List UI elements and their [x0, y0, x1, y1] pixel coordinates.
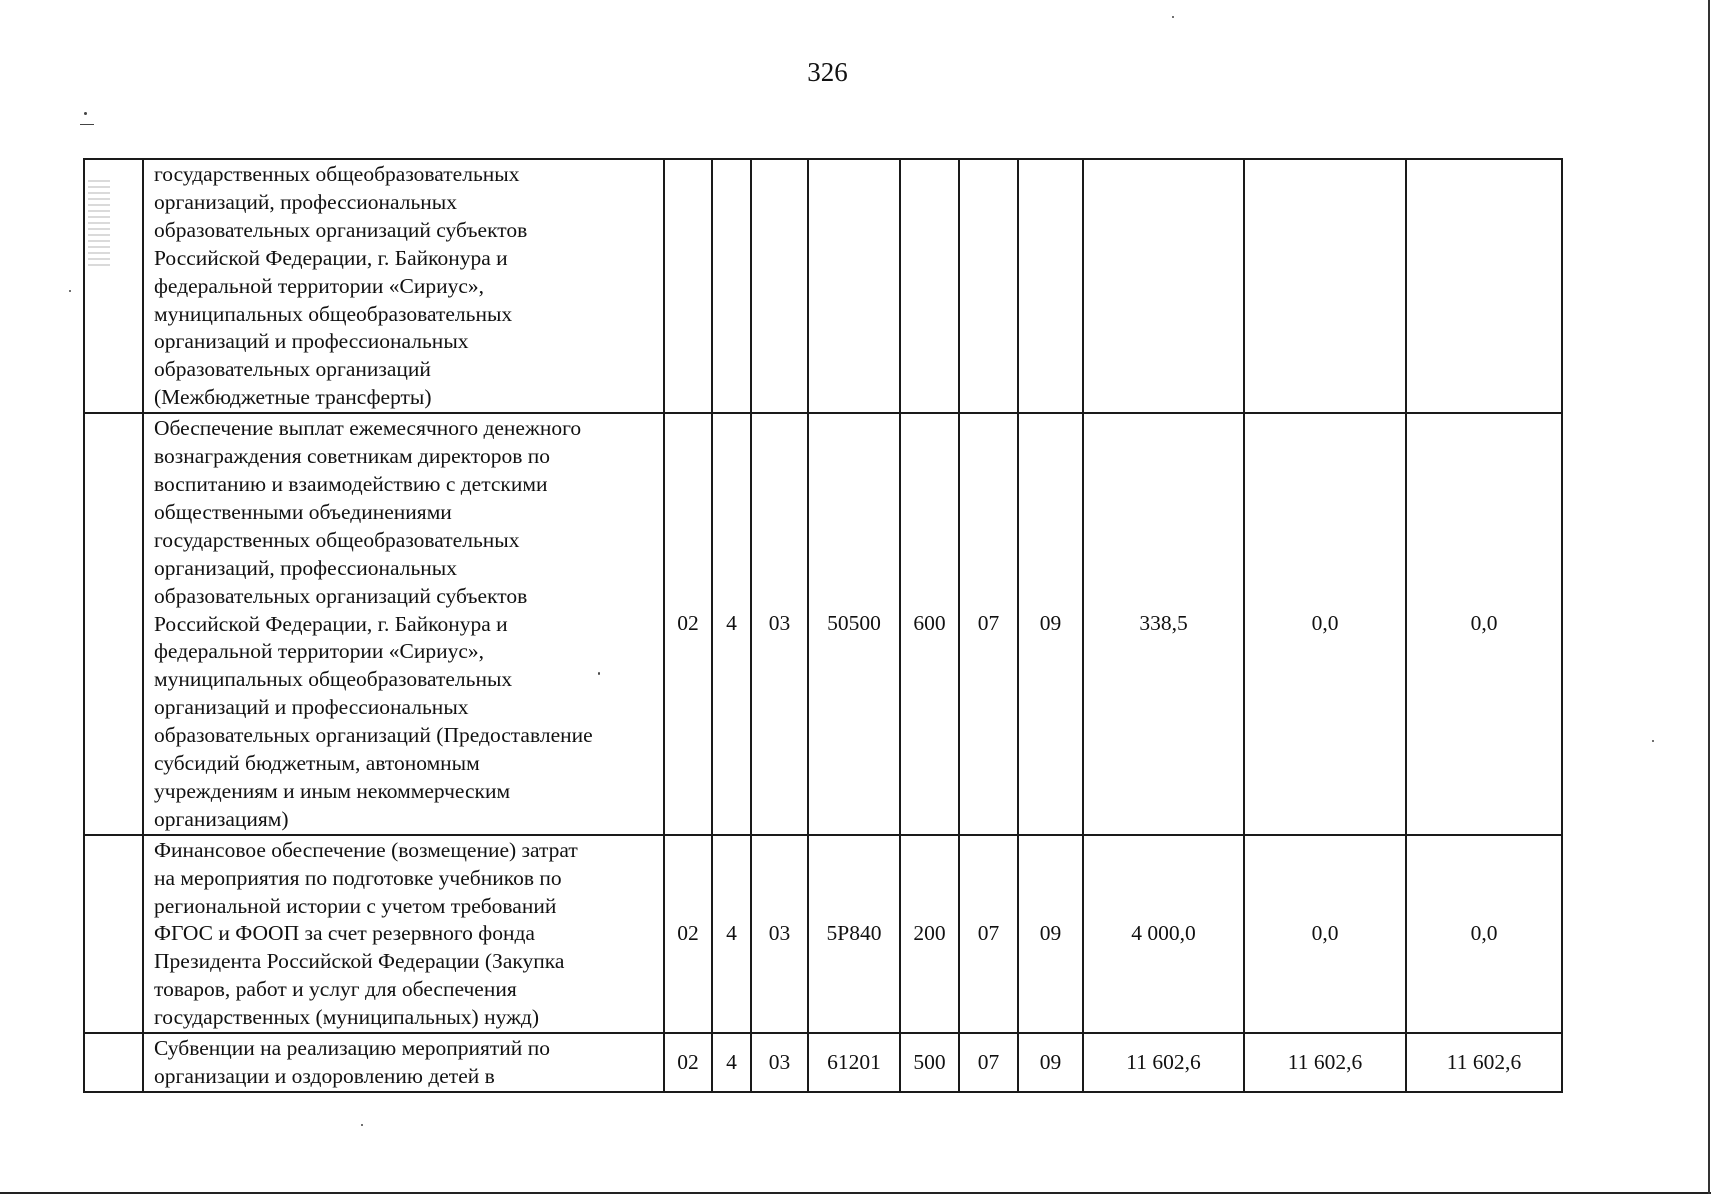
description-line: муниципальных общеобразовательных — [154, 667, 513, 692]
table-row — [84, 835, 1562, 1033]
scan-speck — [84, 112, 87, 115]
description-line: образовательных организаций — [154, 357, 431, 382]
activity-code-cell: 03 — [751, 835, 808, 1033]
description-line: государственных общеобразовательных — [154, 162, 520, 186]
expense-type-cell: 600 — [900, 413, 959, 835]
subprogram-code-cell: 4 — [712, 413, 751, 835]
description-cell — [143, 835, 664, 1033]
amount-year2-cell: 0,0 — [1244, 835, 1406, 1033]
scan-speck — [80, 124, 94, 125]
amount-year2-cell: 11 602,6 — [1244, 1033, 1406, 1092]
scan-speck — [69, 290, 71, 292]
scan-speck — [1652, 740, 1654, 742]
expense-type-cell: 200 — [900, 835, 959, 1033]
direction-code-cell — [808, 159, 900, 413]
description-line: (Межбюджетные трансферты) — [154, 385, 432, 410]
expense-type-cell: 500 — [900, 1033, 959, 1092]
description-line: Российской Федерации, г. Байконура и — [154, 245, 508, 270]
description-line: региональной истории с учетом требований — [154, 893, 557, 918]
row-number-cell — [84, 1033, 143, 1092]
section-code-cell: 07 — [959, 413, 1018, 835]
amount-year3-cell: 0,0 — [1406, 413, 1562, 835]
amount-year3-cell: 11 602,6 — [1406, 1033, 1562, 1092]
description-cell — [143, 1033, 664, 1092]
section-code-cell: 07 — [959, 1033, 1018, 1092]
program-code-cell — [664, 159, 712, 413]
description-line: организациям) — [154, 806, 289, 831]
description-line: товаров, работ и услуг для обеспечения — [154, 977, 517, 1002]
description-line: муниципальных общеобразовательных — [154, 301, 513, 326]
amount-year1-cell: 338,5 — [1083, 413, 1244, 835]
row-number-cell — [84, 413, 143, 835]
description-line: государственных (муниципальных) нужд) — [154, 1005, 540, 1030]
table-row — [84, 159, 1562, 413]
description-line: организации и оздоровлению детей в — [154, 1064, 495, 1088]
description-line: Обеспечение выплат ежемесячного денежного — [154, 416, 582, 441]
scan-bottom-edge — [0, 1192, 1711, 1194]
activity-code-cell — [751, 159, 808, 413]
description-line: вознаграждения советникам директоров по — [154, 444, 550, 469]
activity-code-cell: 03 — [751, 413, 808, 835]
table-row — [84, 1033, 1562, 1092]
program-code-cell: 02 — [664, 1033, 712, 1092]
activity-code-cell: 03 — [751, 1033, 808, 1092]
description-line: воспитанию и взаимодействию с детскими — [154, 471, 548, 496]
scan-speck — [1172, 16, 1174, 18]
subprogram-code-cell: 4 — [712, 835, 751, 1033]
subprogram-code-cell: 4 — [712, 1033, 751, 1092]
description-cell — [143, 413, 664, 835]
description-line: государственных общеобразовательных — [154, 527, 520, 552]
amount-year3-cell — [1406, 159, 1562, 413]
description-line: федеральной территории «Сириус», — [154, 639, 485, 664]
amount-year2-cell — [1244, 159, 1406, 413]
description-line: образовательных организаций субъектов — [154, 217, 528, 242]
expense-type-cell — [900, 159, 959, 413]
amount-year1-cell: 4 000,0 — [1083, 835, 1244, 1033]
section-code-cell — [959, 159, 1018, 413]
description-cell — [143, 159, 664, 413]
description-line: Российской Федерации, г. Байконура и — [154, 611, 508, 636]
description-line: организаций и профессиональных — [154, 695, 469, 720]
subsection-code-cell: 09 — [1018, 835, 1083, 1033]
description-line: образовательных организаций (Предоставление — [154, 723, 593, 748]
program-code-cell: 02 — [664, 835, 712, 1033]
description-line: образовательных организаций субъектов — [154, 583, 528, 608]
description-line: организаций и профессиональных — [154, 329, 469, 354]
row-number-cell — [84, 835, 143, 1033]
direction-code-cell: 50500 — [808, 413, 900, 835]
direction-code-cell: 5Р840 — [808, 835, 900, 1033]
description-line: субсидий бюджетным, автономным — [154, 751, 480, 776]
description-line: Президента Российской Федерации (Закупка — [154, 949, 565, 974]
subsection-code-cell: 09 — [1018, 1033, 1083, 1092]
description-line: организаций, профессиональных — [154, 189, 458, 214]
section-code-cell: 07 — [959, 835, 1018, 1033]
subprogram-code-cell — [712, 159, 751, 413]
table-row — [84, 413, 1562, 835]
description-line: федеральной территории «Сириус», — [154, 273, 485, 298]
scan-speck — [361, 1124, 363, 1126]
row-number-cell — [84, 159, 143, 413]
amount-year2-cell: 0,0 — [1244, 413, 1406, 835]
amount-year3-cell: 0,0 — [1406, 835, 1562, 1033]
description-line: Финансовое обеспечение (возмещение) затрат — [154, 837, 578, 862]
amount-year1-cell — [1083, 159, 1244, 413]
description-line: учреждениям и иным некоммерческим — [154, 778, 511, 803]
description-line: общественными объединениями — [154, 499, 452, 524]
direction-code-cell: 61201 — [808, 1033, 900, 1092]
description-line: на мероприятия по подготовке учебников по — [154, 865, 562, 890]
amount-year1-cell: 11 602,6 — [1083, 1033, 1244, 1092]
description-line: организаций, профессиональных — [154, 555, 458, 580]
program-code-cell: 02 — [664, 413, 712, 835]
subsection-code-cell — [1018, 159, 1083, 413]
budget-table — [83, 158, 1563, 1093]
page-number: 326 — [807, 57, 848, 87]
description-line: Субвенции на реализацию мероприятий по — [154, 1036, 550, 1061]
description-line: ФГОС и ФООП за счет резервного фонда — [154, 921, 535, 946]
scan-right-edge — [1708, 0, 1710, 1194]
subsection-code-cell: 09 — [1018, 413, 1083, 835]
